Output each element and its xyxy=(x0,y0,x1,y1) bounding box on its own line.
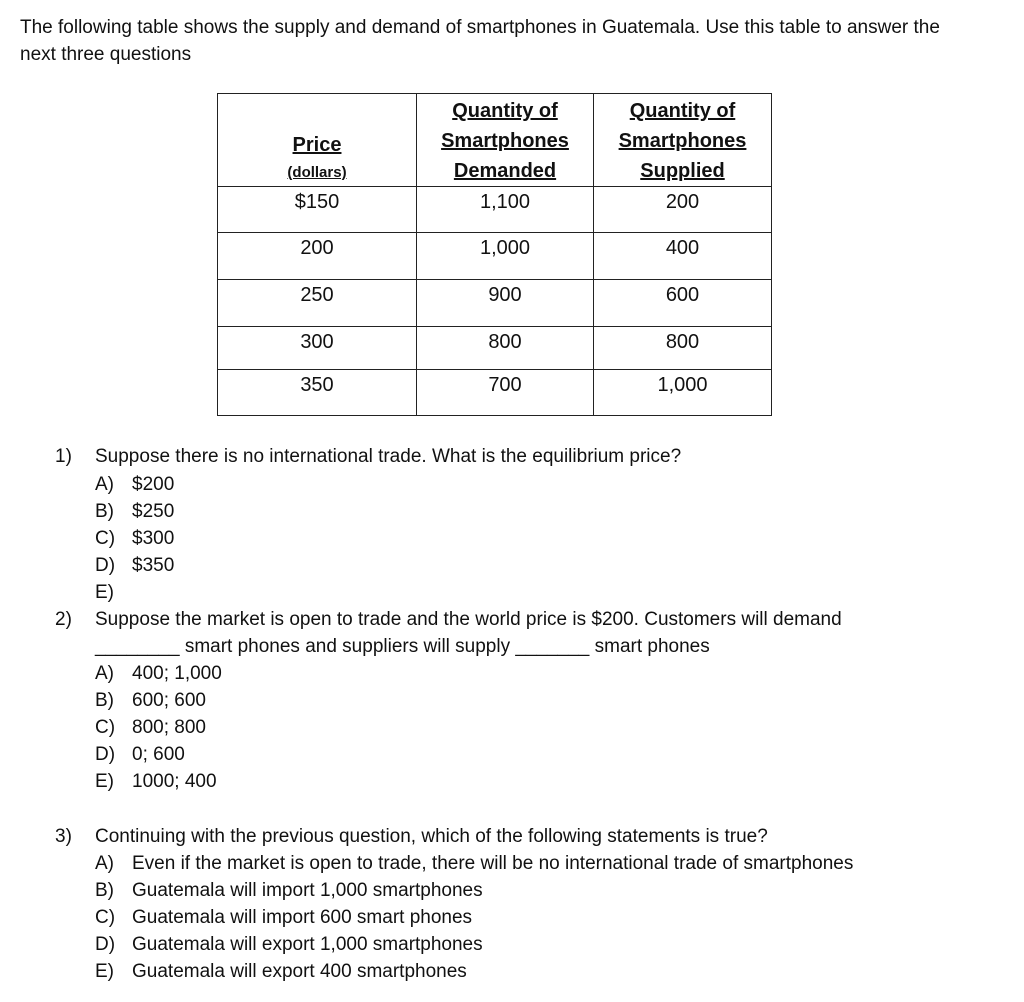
option-text: 600; 600 xyxy=(132,690,206,711)
answer-option[interactable] xyxy=(95,471,174,498)
option-letter: B) xyxy=(95,501,114,522)
answer-option[interactable] xyxy=(95,958,467,985)
supply-demand-table xyxy=(217,93,772,416)
option-letter: D) xyxy=(95,744,116,765)
cell-price: 300 xyxy=(218,327,417,370)
answer-option[interactable] xyxy=(95,687,206,714)
option-text: Guatemala will export 1,000 smartphones xyxy=(132,934,483,955)
cell-supplied: 600 xyxy=(594,280,772,327)
header-price xyxy=(218,94,417,187)
table-header-row xyxy=(218,94,772,187)
option-letter: A) xyxy=(95,474,114,495)
question-stem: Continuing with the previous question, which of the following statements is true? xyxy=(95,826,768,847)
cell-price: $150 xyxy=(218,187,417,233)
cell-price: 200 xyxy=(218,233,417,280)
header-price-label: Price xyxy=(292,134,342,156)
cell-demanded: 1,100 xyxy=(417,187,594,233)
header-demanded-line1: Quantity of xyxy=(452,100,558,122)
table-row xyxy=(218,187,772,233)
cell-supplied: 1,000 xyxy=(594,370,772,416)
option-text: Guatemala will import 1,000 smartphones xyxy=(132,880,483,901)
cell-demanded: 700 xyxy=(417,370,594,416)
cell-supplied: 200 xyxy=(594,187,772,233)
header-demanded-line3: Demanded xyxy=(453,160,557,182)
option-letter: D) xyxy=(95,934,116,955)
question-number: 1) xyxy=(55,446,72,467)
header-supplied xyxy=(594,94,772,187)
option-letter: A) xyxy=(95,663,114,684)
option-text: 0; 600 xyxy=(132,744,185,765)
option-letter: A) xyxy=(95,853,114,874)
answer-option[interactable] xyxy=(95,931,483,958)
option-letter: C) xyxy=(95,717,116,738)
option-text: Even if the market is open to trade, there will be no international trade of smartphones xyxy=(132,853,854,874)
answer-option[interactable] xyxy=(95,877,483,904)
answer-option[interactable] xyxy=(95,768,217,795)
option-letter: B) xyxy=(95,690,114,711)
option-letter: E) xyxy=(95,961,114,982)
answer-option[interactable] xyxy=(95,714,206,741)
header-supplied-line2: Smartphones xyxy=(618,130,747,152)
option-letter: E) xyxy=(95,771,114,792)
answer-option[interactable] xyxy=(95,552,174,579)
option-text: $200 xyxy=(132,474,175,495)
option-text: $250 xyxy=(132,501,175,522)
cell-demanded: 1,000 xyxy=(417,233,594,280)
option-letter: E) xyxy=(95,582,114,603)
option-text: Guatemala will export 400 smartphones xyxy=(132,961,467,982)
option-letter: D) xyxy=(95,555,116,576)
option-text: Guatemala will import 600 smart phones xyxy=(132,907,473,928)
header-demanded-line2: Smartphones xyxy=(441,130,569,152)
cell-supplied: 400 xyxy=(594,233,772,280)
answer-option[interactable] xyxy=(95,498,174,525)
question-stem-line1: Suppose the market is open to trade and the world price is $200. Customers will demand xyxy=(95,609,842,630)
option-text: $350 xyxy=(132,555,175,576)
answer-option[interactable] xyxy=(95,904,472,931)
option-text: 800; 800 xyxy=(132,717,206,738)
header-demanded xyxy=(417,94,594,187)
table-row xyxy=(218,370,772,416)
answer-option[interactable] xyxy=(95,741,185,768)
cell-supplied: 800 xyxy=(594,327,772,370)
question-number: 2) xyxy=(55,609,72,630)
answer-option[interactable] xyxy=(95,850,853,877)
table-row xyxy=(218,327,772,370)
answer-option[interactable] xyxy=(95,525,174,552)
option-letter: B) xyxy=(95,880,114,901)
question-stem-line2: ________ smart phones and suppliers will supply _______ smart phones xyxy=(95,636,710,657)
option-text: 400; 1,000 xyxy=(132,663,222,684)
question-stem: Suppose there is no international trade. What is the equilibrium price? xyxy=(95,446,682,467)
header-supplied-line3: Supplied xyxy=(640,160,725,182)
header-supplied-line1: Quantity of xyxy=(629,100,736,122)
option-text: $300 xyxy=(132,528,175,549)
option-letter: C) xyxy=(95,528,116,549)
table-row xyxy=(218,233,772,280)
cell-price: 350 xyxy=(218,370,417,416)
cell-demanded: 800 xyxy=(417,327,594,370)
table-row xyxy=(218,280,772,327)
answer-option[interactable] xyxy=(95,579,132,606)
cell-price: 250 xyxy=(218,280,417,327)
option-letter: C) xyxy=(95,907,116,928)
header-price-unit: (dollars) xyxy=(287,164,347,181)
answer-option[interactable] xyxy=(95,660,222,687)
option-text: 1000; 400 xyxy=(132,771,217,792)
question-number: 3) xyxy=(55,826,72,847)
cell-demanded: 900 xyxy=(417,280,594,327)
intro-text: The following table shows the supply and demand of smartphones in Guatemala. Use this table to answer the next three questions xyxy=(20,17,940,65)
